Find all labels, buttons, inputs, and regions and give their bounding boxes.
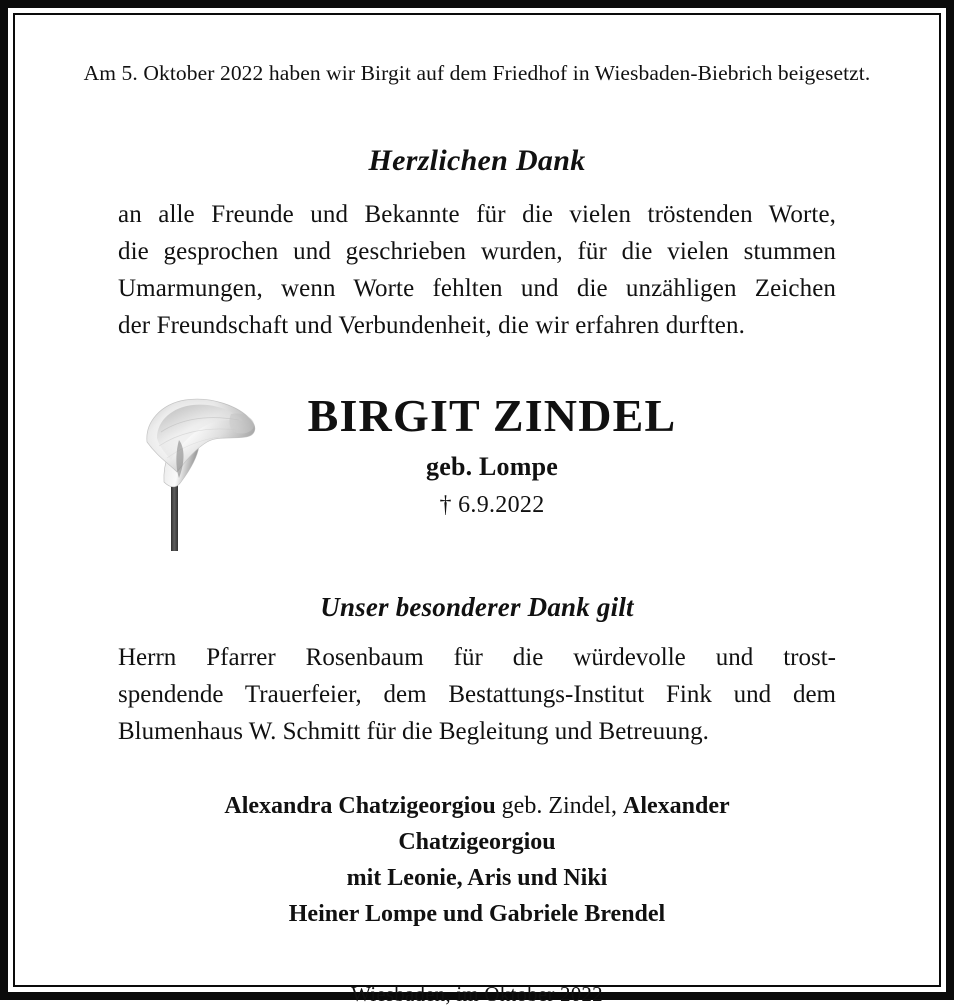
special-thanks-line: spendende Trauerfeier, dem Bestattungs-Institut Fink und dem — [118, 680, 836, 708]
family-name-alexandra: Alexandra Chatzigeorgiou — [224, 792, 496, 819]
thanks-body-line: Umarmungen, wenn Worte fehlten und die unzähligen Zeichen — [118, 274, 836, 302]
family-signatures — [15, 788, 939, 932]
special-thanks-line: Herrn Pfarrer Rosenbaum für die würdevolle und trost- — [118, 643, 836, 671]
thanks-body-paragraph — [118, 196, 836, 344]
family-line: Chatzigeorgiou — [398, 828, 556, 855]
family-name-alexander: Alexander — [622, 792, 730, 819]
death-date-line: † 6.9.2022 — [439, 492, 545, 519]
family-line — [15, 788, 939, 824]
thanks-heading: Herzlichen Dank — [368, 143, 586, 177]
calla-lily-icon — [127, 390, 267, 558]
burial-intro-line: Am 5. Oktober 2022 haben wir Birgit auf dem Friedhof in Wiesbaden-Biebrich beigesetzt. — [83, 61, 871, 85]
memorial-notice-content — [15, 15, 939, 1006]
deceased-name-band — [15, 389, 939, 582]
thanks-body-line: die gesprochen und geschrieben wurden, für die vielen stummen — [118, 237, 836, 265]
special-thanks-line: Blumenhaus W. Schmitt für die Begleitung und Betreuung. — [118, 717, 709, 745]
thanks-body-line: an alle Freunde und Bekannte für die vielen tröstenden Worte, — [118, 200, 836, 228]
family-maiden-note: geb. Zindel, — [495, 792, 623, 819]
family-line: mit Leonie, Aris und Niki — [346, 864, 608, 891]
deceased-maiden-name: geb. Lompe — [426, 452, 558, 482]
special-thanks-paragraph — [118, 639, 836, 750]
special-thanks-heading: Unser besonderer Dank gilt — [320, 591, 634, 622]
family-line: Heiner Lompe und Gabriele Brendel — [288, 900, 666, 927]
place-and-date: Wiesbaden, im Oktober 2022 — [351, 981, 603, 1006]
deceased-full-name: BIRGIT ZINDEL — [307, 389, 677, 441]
thanks-body-line: der Freundschaft und Verbundenheit, die wir erfahren durften. — [118, 311, 745, 339]
